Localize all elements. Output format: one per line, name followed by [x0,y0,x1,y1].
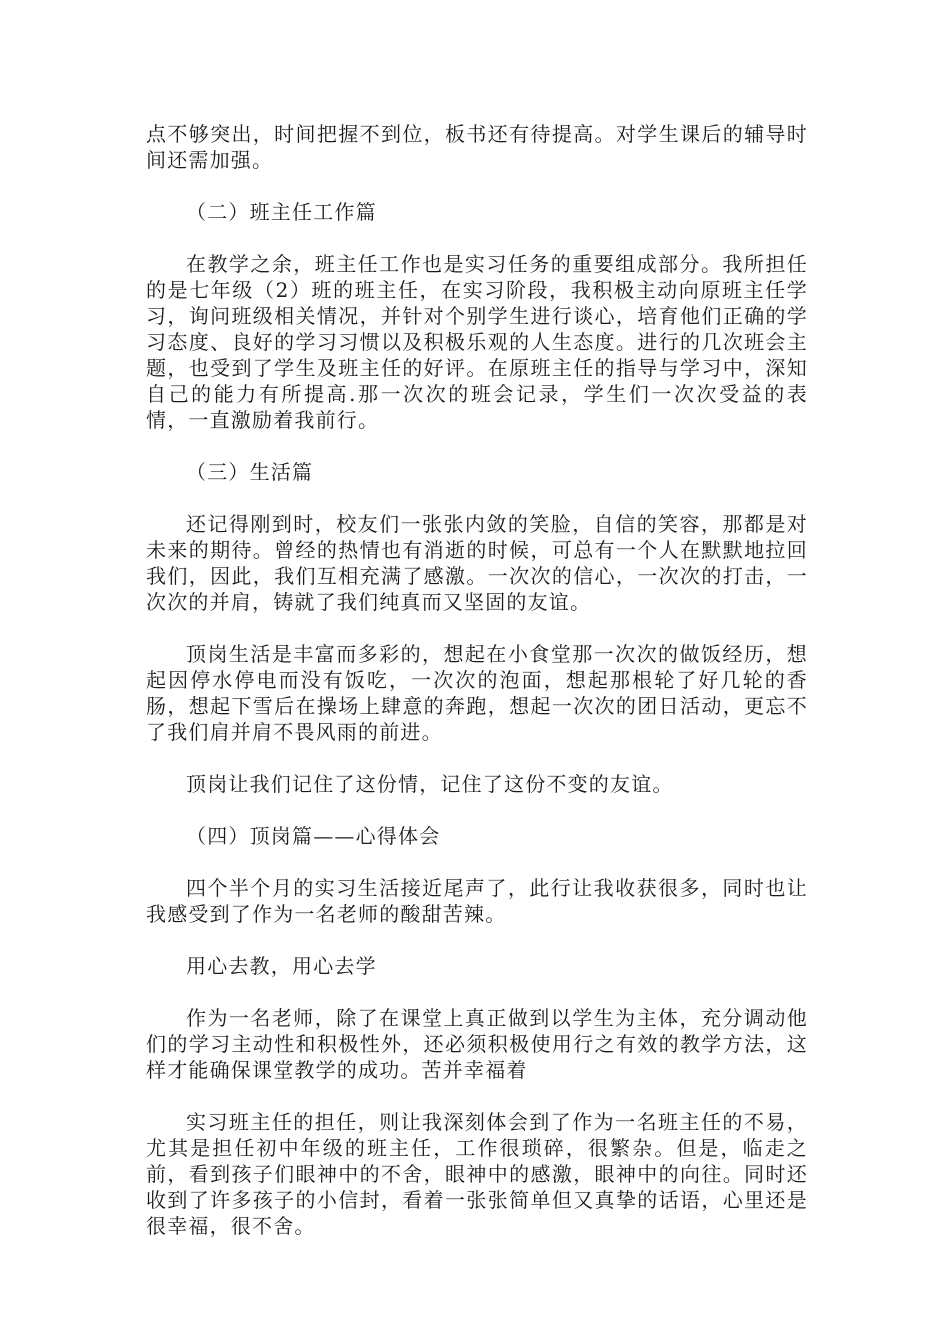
paragraph-continued: 点不够突出，时间把握不到位，板书还有待提高。对学生课后的辅导时间还需加强。 [146,122,808,172]
paragraph: 顶岗让我们记住了这份情，记住了这份不变的友谊。 [186,772,674,796]
section-heading-reflections: （四）顶岗篇——心得体会 [186,824,441,848]
document-page [146,121,808,1265]
section-heading-class-teacher: （二）班主任工作篇 [186,200,377,224]
paragraph: 实习班主任的担任，则让我深刻体会到了作为一名班主任的不易，尤其是担任初中年级的班主任，工作很琐碎，很繁杂。但是，临走之前，看到孩子们眼神中的不舍，眼神中的感激，眼神中的向往。同时还收到了许多孩子的小信封，看着一张张简单但又真挚的话语，心里还是很幸福，很不舍。 [146,1110,808,1238]
paragraph: 作为一名老师，除了在课堂上真正做到以学生为主体，充分调动他们的学习主动性和积极性外，还必须积极使用行之有效的教学方法，这样才能确保课堂教学的成功。苦并幸福着 [146,1006,808,1082]
paragraph: 顶岗生活是丰富而多彩的，想起在小食堂那一次次的做饭经历，想起因停水停电而没有饭吃，一次次的泡面，想起那根轮了好几轮的香肠，想起下雪后在操场上肆意的奔跑，想起一次次的团日活动，更忘不了我们肩并肩不畏风雨的前进。 [146,642,808,744]
paragraph: 用心去教，用心去学 [186,954,377,978]
section-heading-life: （三）生活篇 [186,460,314,484]
paragraph: 在教学之余，班主任工作也是实习任务的重要组成部分。我所担任的是七年级（2）班的班主任，在实习阶段，我积极主动向原班主任学习，询问班级相关情况，并针对个别学生进行谈心，培育他们正确的学习态度、良好的学习习惯以及积极乐观的人生态度。进行的几次班会主题，也受到了学生及班主任的好评。在原班主任的指导与学习中，深知自己的能力有所提高.那一次次的班会记录，学生们一次次受益的表情，一直激励着我前行。 [146,252,808,432]
paragraph: 四个半个月的实习生活接近尾声了，此行让我收获很多，同时也让我感受到了作为一名老师的酸甜苦辣。 [146,876,808,926]
paragraph: 还记得刚到时，校友们一张张内敛的笑脸，自信的笑容，那都是对未来的期待。曾经的热情也有消逝的时候，可总有一个人在默默地拉回我们，因此，我们互相充满了感激。一次次的信心，一次次的打击，一次次的并肩，铸就了我们纯真而又坚固的友谊。 [146,512,808,614]
